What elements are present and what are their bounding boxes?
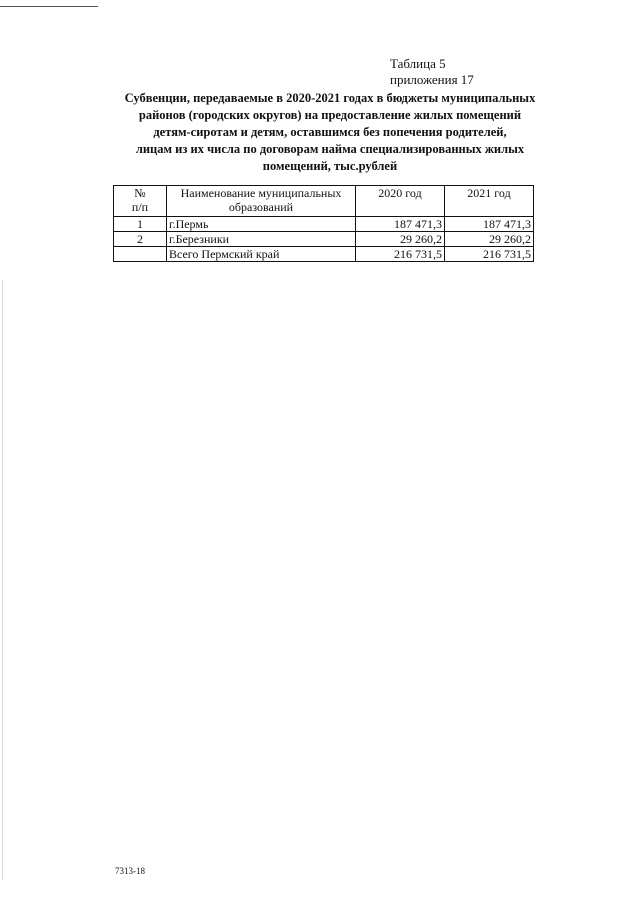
header-number-line1: № [134, 186, 146, 200]
header-year-2021: 2021 год [445, 186, 534, 217]
header-number [114, 186, 167, 217]
subsidies-table [113, 185, 534, 262]
header-municipality [167, 186, 356, 217]
table-row [114, 217, 534, 232]
header-year-2020: 2020 год [356, 186, 445, 217]
table-header-row [114, 186, 534, 217]
row-municipality: Всего Пермский край [167, 247, 356, 262]
row-number: 1 [114, 217, 167, 232]
scan-edge-line [0, 6, 98, 7]
row-value-2020: 187 471,3 [356, 217, 445, 232]
title-line: Субвенции, передаваемые в 2020-2021 годах в бюджеты муниципальных [124, 91, 536, 105]
title-line: лицам из их числа по договорам найма специализированных жилых [135, 142, 525, 156]
header-municipality-line1: Наименование муниципальных [180, 186, 342, 200]
header-municipality-line2: образований [228, 200, 294, 214]
title-line: районов (городских округов) на предоставление жилых помещений [138, 108, 522, 122]
appendix-label: приложения 17 [390, 72, 474, 87]
row-number: 2 [114, 232, 167, 247]
header-number-line2: п/п [131, 200, 149, 214]
row-value-2020: 216 731,5 [356, 247, 445, 262]
row-value-2021: 187 471,3 [445, 217, 534, 232]
row-municipality: г.Березники [167, 232, 356, 247]
scan-edge-shadow [2, 280, 3, 880]
table-total-row [114, 247, 534, 262]
row-value-2021: 216 731,5 [445, 247, 534, 262]
document-title [100, 90, 560, 175]
table-row [114, 232, 534, 247]
table-reference [390, 56, 474, 88]
row-value-2020: 29 260,2 [356, 232, 445, 247]
row-municipality: г.Пермь [167, 217, 356, 232]
table-label: Таблица 5 [390, 56, 446, 71]
title-line: детям-сиротам и детям, оставшимся без попечения родителей, [153, 125, 507, 139]
title-line: помещений, тыс.рублей [262, 159, 398, 173]
row-value-2021: 29 260,2 [445, 232, 534, 247]
document-code: 7313-18 [115, 866, 145, 876]
row-number [114, 247, 167, 262]
